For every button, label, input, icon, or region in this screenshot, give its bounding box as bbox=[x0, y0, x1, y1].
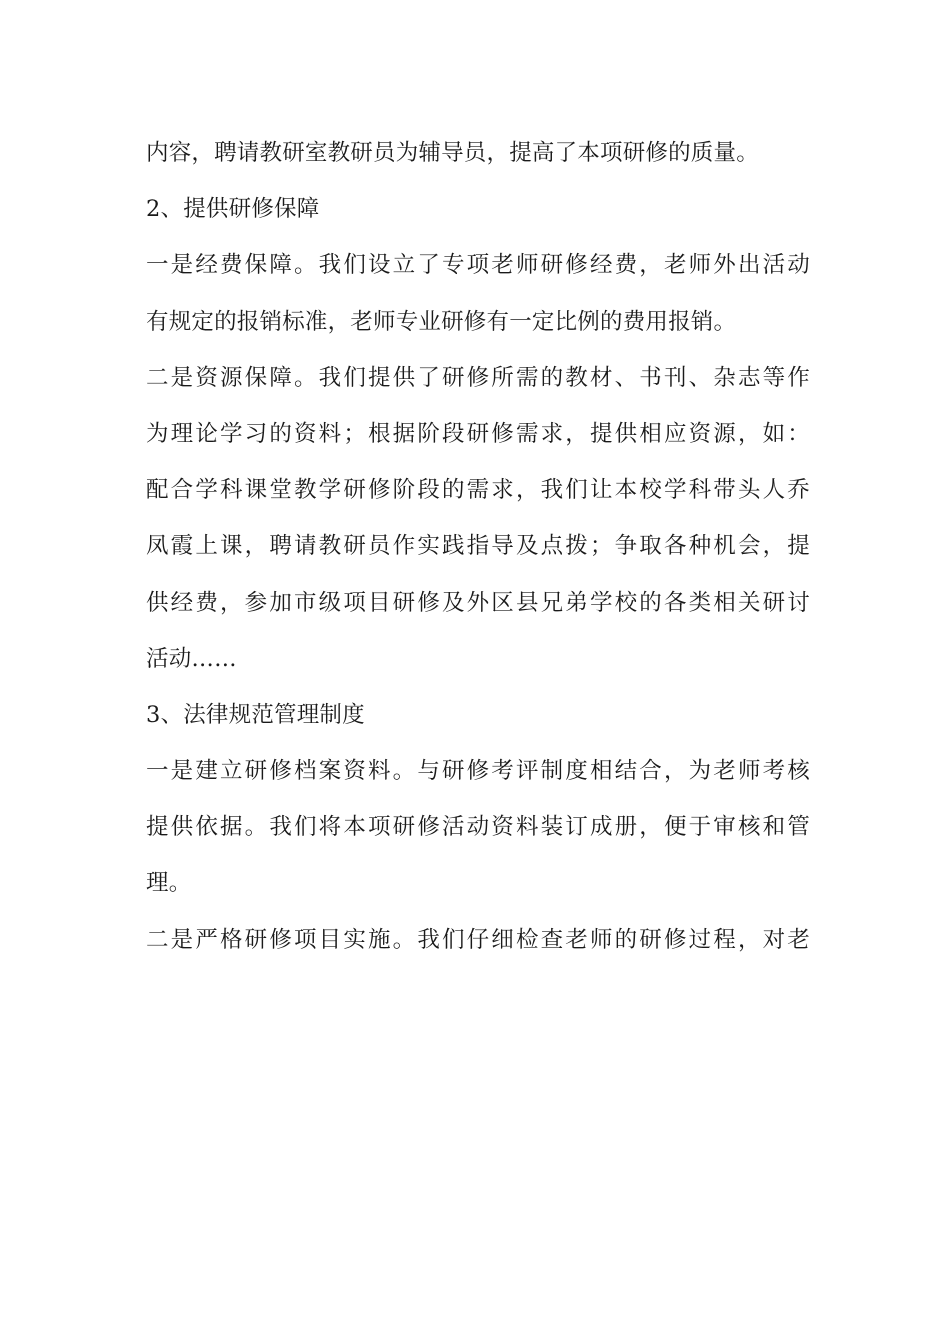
document-body bbox=[146, 131, 810, 974]
text-line-6: 为理论学习的资料；根据阶段研修需求，提供相应资源，如： bbox=[146, 420, 810, 447]
text-line-10: 活动…… bbox=[146, 645, 237, 672]
text-line-12: 一是建立研修档案资料。与研修考评制度相结合，为老师考核 bbox=[146, 758, 810, 785]
text-line-15: 二是严格研修项目实施。我们仔细检查老师的研修过程，对老 bbox=[146, 926, 810, 953]
section-heading-2: 2、提供研修保障 bbox=[146, 196, 320, 223]
text-line-14: 理。 bbox=[146, 870, 192, 897]
text-line-7: 配合学科课堂教学研修阶段的需求，我们让本校学科带头人乔 bbox=[146, 477, 810, 504]
text-line-9: 供经费，参加市级项目研修及外区县兄弟学校的各类相关研讨 bbox=[146, 589, 810, 616]
text-line-3: 一是经费保障。我们设立了专项老师研修经费，老师外出活动 bbox=[146, 252, 810, 279]
section-heading-3: 3、法律规范管理制度 bbox=[146, 701, 365, 728]
text-line-13: 提供依据。我们将本项研修活动资料装订成册，便于审核和管 bbox=[146, 814, 810, 841]
text-line-8: 凤霞上课，聘请教研员作实践指导及点拨；争取各种机会，提 bbox=[146, 533, 810, 560]
text-line-1: 内容，聘请教研室教研员为辅导员，提高了本项研修的质量。 bbox=[146, 140, 759, 166]
text-line-5: 二是资源保障。我们提供了研修所需的教材、书刊、杂志等作 bbox=[146, 364, 810, 391]
text-line-4: 有规定的报销标准，老师专业研修有一定比例的费用报销。 bbox=[146, 308, 737, 335]
